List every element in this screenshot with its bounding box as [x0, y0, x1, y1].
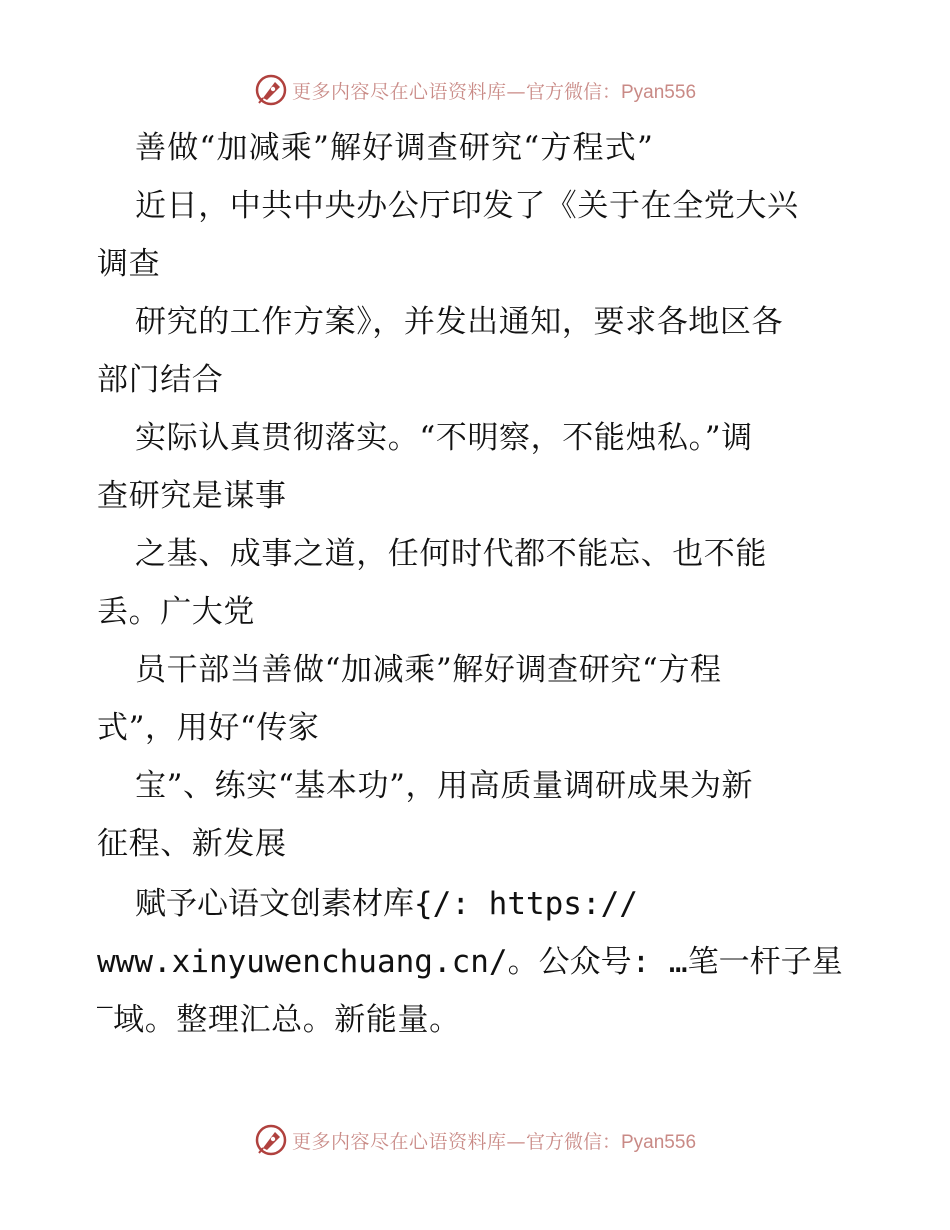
header-banner-text: 更多内容尽在心语资料库—	[291, 80, 526, 103]
body-line: 实际认真贯彻落实。“不明察，不能烛私。”调	[135, 420, 753, 456]
body-line: 员干部当善做“加减乘”解好调查研究“方程	[135, 652, 722, 688]
body-line: 研究的工作方案》，并发出通知，要求各地区各	[135, 304, 784, 340]
body-line: 丢。广大党	[97, 594, 255, 630]
pen-nib-logo-icon	[254, 1123, 288, 1157]
footer-banner	[0, 1122, 950, 1158]
header-wechat-text: 官方微信：Pyan556	[526, 81, 697, 103]
header-banner	[0, 72, 950, 108]
body-line: 之基、成事之道，任何时代都不能忘、也不能	[135, 536, 767, 572]
body-line: 式”，用好“传家	[97, 710, 320, 746]
footer-banner-text: 更多内容尽在心语资料库—	[291, 1130, 526, 1153]
body-line: 征程、新发展	[97, 826, 287, 862]
body-line-source: 赋予心语文创素材库{/: https://	[135, 886, 638, 922]
body-line: 查研究是谋事	[97, 478, 287, 514]
body-line: 部门结合	[97, 362, 224, 398]
footer-wechat-text: 官方微信：Pyan556	[526, 1131, 697, 1153]
pen-nib-logo-icon	[254, 73, 288, 107]
body-line: 宝”、练实“基本功”，用高质量调研成果为新	[135, 768, 754, 804]
article-title: 善做“加减乘”解好调查研究“方程式”	[135, 130, 654, 166]
body-line: 近日，中共中央办公厅印发了《关于在全党大兴	[135, 188, 799, 224]
body-line-url: www.xinyuwenchuang.cn/。公众号: …笔一杆子星	[97, 944, 843, 980]
body-line: 调查	[97, 246, 161, 282]
body-line: ‾域。整理汇总。新能量。	[97, 1002, 461, 1038]
